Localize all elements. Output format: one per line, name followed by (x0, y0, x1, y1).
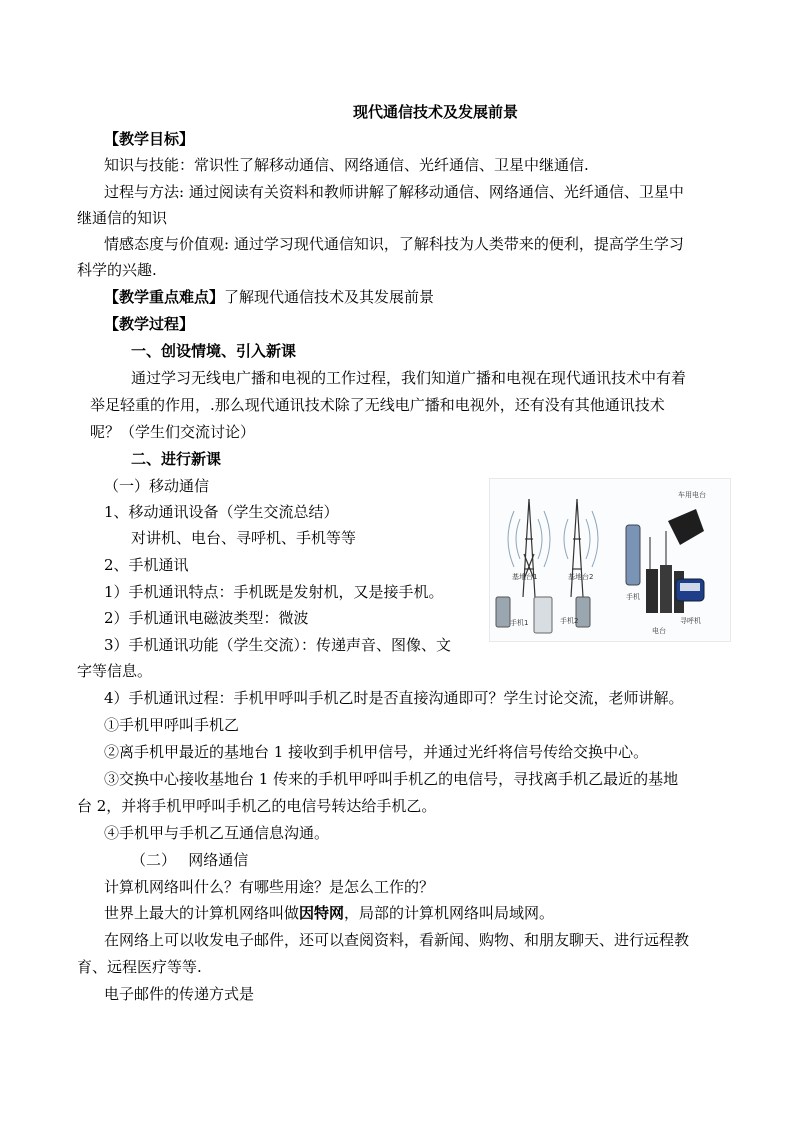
section-1-heading: 一、创设情境、引入新课 (131, 342, 297, 360)
switching-center-icon (534, 597, 552, 633)
label-base-station-1: 基地台1 (512, 573, 538, 581)
paragraph-knowledge-skills: 知识与技能：常识性了解移动通信、网络通信、光纤通信、卫星中继通信. (104, 156, 589, 174)
network-p1-end: ，局部的计算机网络叫局域网。 (344, 904, 555, 922)
item-2-4-process: 4）手机通讯过程：手机甲呼叫手机乙时是否直接沟通即可？学生讨论交流，老师讲解。 (104, 689, 684, 707)
heading-key-points (104, 286, 434, 308)
paragraph-attitude-line1: 情感态度与价值观: 通过学习现代通信知识，了解科技为人类带来的便利，提高学生学习 (104, 235, 684, 253)
step-4: ④手机甲与手机乙互通信息沟通。 (104, 824, 330, 842)
item-2-2-wave-type: 2）手机通讯电磁波类型：微波 (104, 609, 309, 627)
base-station-2-tower (571, 499, 583, 597)
label-station: 电台 (652, 627, 666, 635)
handset-icon (626, 525, 640, 585)
network-paragraph-2-line1: 在网络上可以收发电子邮件，还可以查阅资料，看新闻、购物、和朋友聊天、进行远程教 (104, 931, 690, 949)
paragraph-attitude-line2: 科学的兴趣. (77, 261, 157, 279)
section-1-paragraph-line2: 举足轻重的作用，.那么现代通讯技术除了无线电广播和电视外，还有没有其他通讯技术 (90, 396, 665, 414)
section-2-heading: 二、进行新课 (131, 450, 222, 468)
label-phone-2: 手机2 (560, 617, 579, 625)
label-base-station-2: 基地台2 (568, 573, 594, 581)
mobile-communication-figure (489, 478, 731, 642)
item-2-3-functions-line2: 字等信息。 (77, 662, 153, 680)
paragraph-process-methods-line2: 继通信的知识 (77, 209, 168, 227)
item-1-mobile-devices: 1、移动通讯设备（学生交流总结） (104, 503, 339, 521)
item-2-phone-communication: 2、手机通讯 (104, 556, 189, 574)
mobile-communication-illustration (490, 479, 730, 641)
network-paragraph-2-line2: 育、远程医疗等等. (77, 958, 202, 976)
key-points-text: 了解现代通信技术及其发展前景 (224, 288, 435, 306)
page-title: 现代通信技术及发展前景 (353, 103, 519, 121)
item-2-3-functions-line1: 3）手机通讯功能（学生交流）：传递声音、图像、文 (104, 636, 452, 654)
label-car-radio: 车用电台 (678, 491, 706, 499)
heading-teaching-process: 【教学过程】 (104, 315, 195, 333)
label-pager: 寻呼机 (680, 617, 701, 625)
key-points-label: 【教学重点难点】 (104, 288, 225, 306)
label-phone-1: 手机1 (510, 619, 529, 627)
subsection-mobile-communication: （一）移动通信 (104, 477, 210, 495)
network-paragraph-1 (104, 902, 554, 924)
network-question: 计算机网络叫什么？有哪些用途？是怎么工作的？ (104, 878, 435, 896)
internet-term: 因特网 (299, 904, 345, 922)
step-1: ①手机甲呼叫手机乙 (104, 716, 240, 734)
step-2: ②离手机甲最近的基地台 1 接收到手机甲信号，并通过光纤将信号传给交换中心。 (104, 743, 649, 761)
email-delivery-method: 电子邮件的传递方式是 (104, 985, 255, 1003)
item-1-device-list: 对讲机、电台、寻呼机、手机等等 (131, 529, 357, 547)
item-2-1-features: 1）手机通讯特点：手机既是发射机，又是接手机。 (104, 583, 444, 601)
step-3-line1: ③交换中心接收基地台 1 传来的手机甲呼叫手机乙的电信号，寻找离手机乙最近的基地 (104, 770, 679, 788)
step-3-line2: 台 2，并将手机甲呼叫手机乙的电信号转达给手机乙。 (77, 797, 437, 815)
pager-screen (680, 583, 700, 591)
base-station-1-tower (523, 499, 535, 597)
paragraph-process-methods-line1: 过程与方法: 通过阅读有关资料和教师讲解了解移动通信、网络通信、光纤通信、卫星中 (104, 183, 684, 201)
section-1-paragraph-line1: 通过学习无线电广播和电视的工作过程，我们知道广播和电视在现代通讯技术中有着 (131, 369, 687, 387)
car-radio-icon (668, 509, 704, 545)
heading-teaching-goals: 【教学目标】 (104, 130, 195, 148)
subsection-network-communication: （二） 网络通信 (131, 851, 249, 869)
label-handset: 手机 (626, 593, 640, 601)
phone-1-icon (496, 597, 510, 627)
section-1-paragraph-line3: 呢？（学生们交流讨论） (90, 423, 256, 441)
network-p1-start: 世界上最大的计算机网络叫做 (104, 904, 300, 922)
